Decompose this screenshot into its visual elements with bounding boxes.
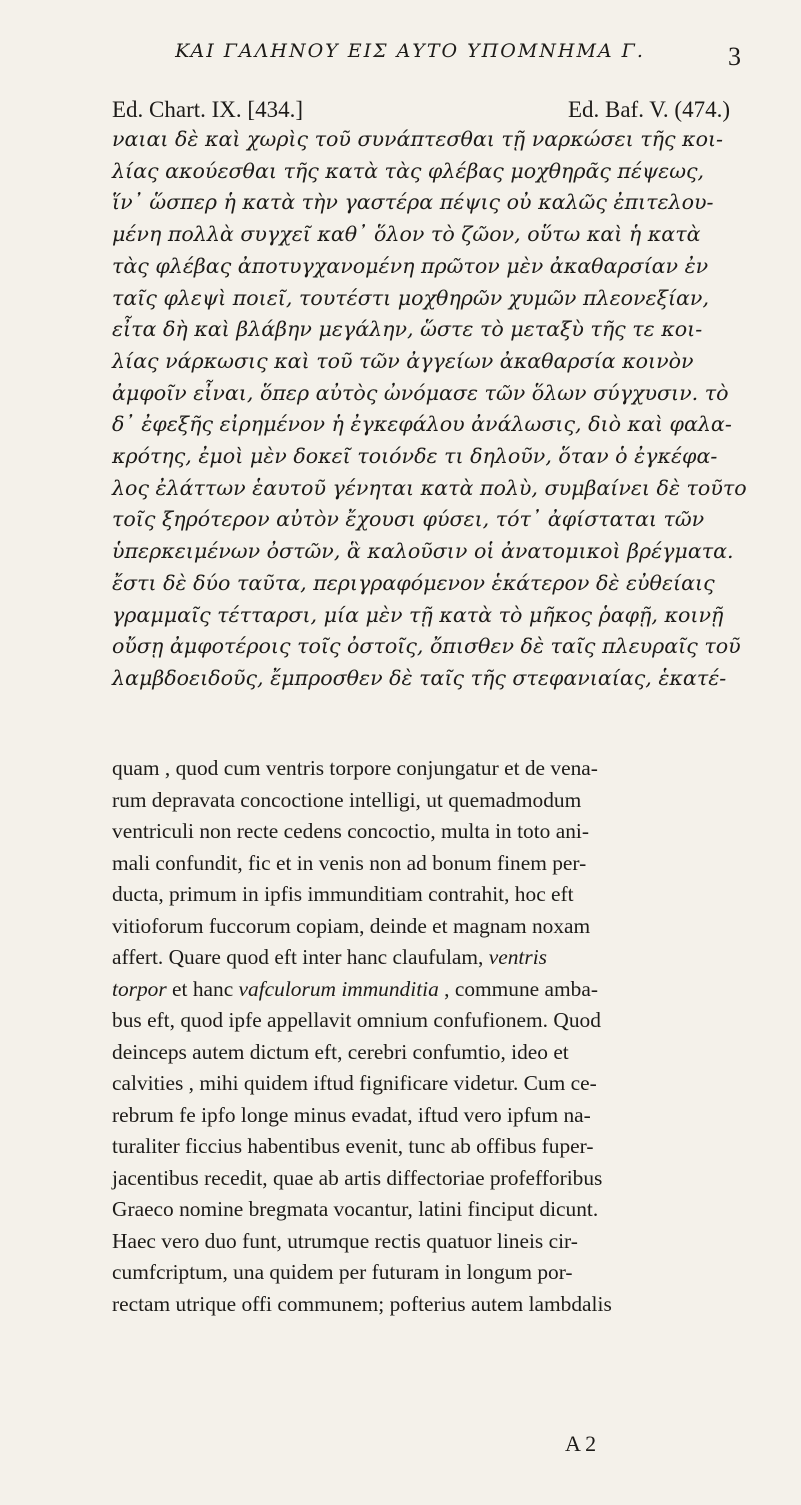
- latin-line: vitioforum fuccorum copiam, deinde et magnam noxam: [112, 913, 591, 938]
- greek-line: ὑπερκειμένων ὀστῶν, ἃ καλοῦσιν οἱ ἀνατομικοὶ βρέγματα.: [112, 539, 734, 564]
- latin-line: deinceps autem dictum eft, cerebri confumtio, ideo et: [112, 1039, 569, 1064]
- greek-line: ταῖς φλεψὶ ποιεῖ, τουτέστι μοχθηρῶν χυμῶν πλεονεξίαν,: [112, 285, 709, 310]
- latin-line: ducta, primum in ipfis immunditiam contrahit, hoc eft: [112, 882, 574, 906]
- latin-text-run: affert. Quare quod eft inter hanc claufulam,: [112, 945, 484, 969]
- latin-line: cumfcriptum, una quidem per futuram in longum por-: [112, 1260, 573, 1284]
- latin-line: Haec vero duo funt, utrumque rectis quatuor lineis cir-: [112, 1228, 578, 1253]
- greek-line: οὔσῃ ἀμφοτέροις τοῖς ὀστοῖς, ὄπισθεν δὲ ταῖς πλευραῖς τοῦ: [112, 634, 741, 659]
- latin-line: rum depravata concoctione intelligi, ut quemadmodum: [112, 787, 582, 812]
- greek-line: λαμβδοειδοῦς, ἔμπροσθεν δὲ ταῖς τῆς στεφανιαίας, ἑκατέ-: [112, 665, 727, 690]
- latin-line: calvities , mihi quidem iftud fignificare videtur. Cum ce-: [112, 1071, 597, 1095]
- running-title: KAI ΓΑΛΗΝΟΥ ΕΙΣ ΑΥΤΟ ΥΠΟΜΝΗΜΑ Γ.: [175, 40, 645, 62]
- greek-line: λίας ακούεσθαι τῆς κατὰ τὰς φλέβας μοχθηρᾶς πέψεως,: [112, 158, 705, 183]
- latin-text-run: , commune amba-: [438, 976, 598, 1001]
- greek-line: ἔστι δὲ δύο ταῦτα, περιγραφόμενον ἑκάτερον δὲ εὐθείαις: [112, 570, 715, 595]
- latin-text-block: [112, 753, 732, 1320]
- latin-italic-term: vafculorum immunditia: [238, 976, 439, 1001]
- greek-line: ἵν᾽ ὥσπερ ἡ κατὰ τὴν γαστέρα πέψις οὐ καλῶς ἐπιτελου-: [112, 190, 714, 215]
- greek-line: εἶτα δὴ καὶ βλάβην μεγάλην, ὥστε τὸ μεταξὺ τῆς τε κοι-: [112, 317, 703, 342]
- latin-line: Graeco nomine bregmata vocantur, latini finciput dicunt.: [112, 1197, 599, 1221]
- latin-line: rectam utrique offi communem; pofterius autem lambdalis: [112, 1291, 612, 1316]
- latin-italic-term: torpor: [112, 976, 167, 1001]
- greek-line: μένη πολλὰ συγχεῖ καθ᾽ ὅλον τὸ ζῶον, οὕτω καὶ ἡ κατὰ: [112, 222, 701, 247]
- greek-line: λίας νάρκωσις καὶ τοῦ τῶν ἀγγείων ἀκαθαρσία κοινὸν: [112, 348, 694, 373]
- latin-line: ventriculi non recte cedens concoctio, multa in toto ani-: [112, 819, 589, 843]
- latin-line: mali confundit, fic et in venis non ad bonum finem per-: [112, 850, 587, 875]
- edition-ref-chartier: Ed. Chart. IX. [434.]: [112, 97, 303, 122]
- latin-italic-term: ventris: [488, 945, 547, 969]
- latin-text-run: et hanc: [166, 976, 239, 1001]
- greek-line: κρότης, ἐμοὶ μὲν δοκεῖ τοιόνδε τι δηλοῦν, ὅταν ὁ ἐγκέφα-: [112, 444, 718, 469]
- page-number: 3: [728, 42, 741, 71]
- greek-line: γραμμαῖς τέτταρσι, μία μὲν τῇ κατὰ τὸ μῆκος ῥαφῇ, κοινῇ: [112, 602, 724, 627]
- latin-line: [112, 942, 732, 974]
- latin-line: jacentibus recedit, quae ab artis diffectoriae profefforibus: [112, 1165, 603, 1190]
- greek-line: δ᾽ ἐφεξῆς εἰρημένον ἡ ἐγκεφάλου ἀνάλωσις, διὸ καὶ φαλα-: [112, 412, 732, 437]
- greek-line: τοῖς ξηρότερον αὐτὸν ἔχουσι φύσει, τότ᾽ ἀφίσταται τῶν: [112, 507, 705, 532]
- latin-line: quam , quod cum ventris torpore conjungatur et de vena-: [112, 756, 598, 780]
- greek-line: τὰς φλέβας ἀποτυγχανομένη πρῶτον μὲν ἀκαθαρσίαν ἐν: [112, 253, 709, 278]
- edition-ref-basel: Ed. Baf. V. (474.): [567, 97, 730, 122]
- edition-references: [112, 97, 730, 123]
- latin-line: turaliter ficcius habentibus evenit, tunc ab offibus fuper-: [112, 1134, 594, 1158]
- latin-line: bus eft, quod ipfe appellavit omnium confufionem. Quod: [112, 1008, 601, 1032]
- greek-line: ναιαι δὲ καὶ χωρὶς τοῦ συνάπτεσθαι τῇ ναρκώσει τῆς κοι-: [112, 127, 723, 151]
- greek-line: ἀμφοῖν εἶναι, ὅπερ αὐτὸς ὠνόμασε τῶν ὅλων σύγχυσιν. τὸ: [112, 380, 729, 405]
- latin-line: [112, 974, 732, 1006]
- greek-line: λος ἐλάττων ἑαυτοῦ γένηται κατὰ πολὺ, συμβαίνει δὲ τοῦτο: [112, 475, 747, 500]
- latin-line: rebrum fe ipfo longe minus evadat, iftud vero ipfum na-: [112, 1102, 591, 1127]
- greek-text-block: [112, 124, 747, 695]
- signature-mark: A 2: [565, 1431, 597, 1456]
